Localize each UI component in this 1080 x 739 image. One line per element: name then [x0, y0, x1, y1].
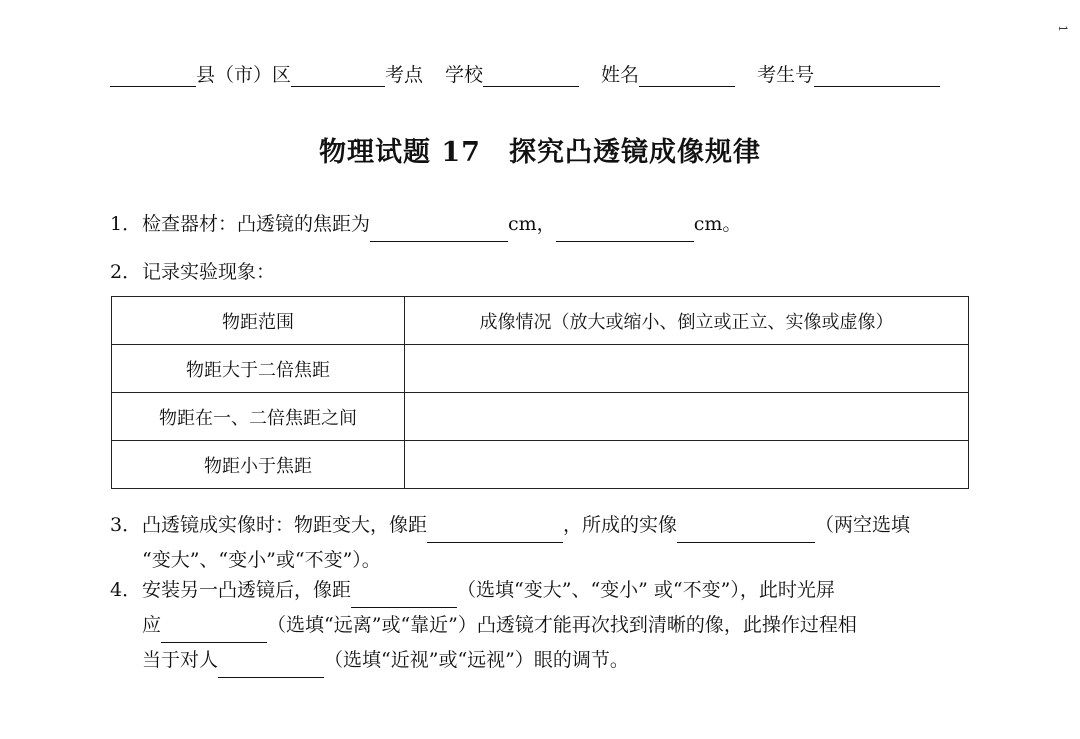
question-4 [110, 573, 970, 678]
question-1-number: 1． [110, 213, 142, 235]
question-4-text-b: （选填“变大”、“变小” 或“不变”），此时光屏 [457, 579, 835, 601]
question-2-number: 2． [110, 261, 142, 283]
table-row [112, 345, 969, 393]
exam-site-blank[interactable] [291, 66, 385, 87]
exam-header [110, 60, 970, 87]
table-row [112, 393, 969, 441]
exam-site-label: 考点 [385, 64, 424, 86]
exam-id-label: 考生号 [757, 64, 815, 86]
school-blank[interactable] [483, 66, 579, 87]
county-label: 县（市）区 [196, 64, 292, 86]
name-blank[interactable] [639, 66, 735, 87]
table-row-label: 物距大于二倍焦距 [112, 345, 405, 393]
question-3-text-c: （两空选填 [815, 514, 911, 536]
table-answer-cell[interactable] [405, 441, 969, 489]
real-image-blank[interactable] [677, 522, 815, 543]
screen-direction-blank[interactable] [161, 622, 267, 643]
table-header-distance: 物距范围 [112, 297, 405, 345]
table-header-row [112, 297, 969, 345]
question-4-line-3-a: 当于对人 [142, 649, 219, 671]
question-3-line-2: “变大”、“变小”或“不变”）。 [142, 549, 381, 571]
table-answer-cell[interactable] [405, 345, 969, 393]
question-4-number: 4． [110, 579, 142, 601]
table-row [112, 441, 969, 489]
question-1-text: 检查器材：凸透镜的焦距为 [142, 213, 371, 235]
page-title: 物理试题 17 探究凸透镜成像规律 [319, 137, 761, 168]
focal-length-blank-1[interactable] [370, 221, 508, 242]
question-3-text-a: 凸透镜成实像时：物距变大，像距 [142, 514, 428, 536]
question-4-line-2-a: 应 [142, 614, 162, 636]
observation-table [111, 296, 969, 489]
focal-length-blank-2[interactable] [556, 221, 694, 242]
question-3 [110, 508, 970, 578]
question-2-text: 记录实验现象： [142, 261, 276, 283]
exam-id-blank[interactable] [814, 66, 940, 87]
county-blank[interactable] [110, 66, 196, 87]
unit-cm-2: cm。 [693, 213, 742, 235]
name-label: 姓名 [601, 64, 640, 86]
page-number: 1 [1056, 25, 1069, 32]
table-row-label: 物距在一、二倍焦距之间 [112, 393, 405, 441]
new-image-distance-blank[interactable] [351, 587, 457, 608]
unit-cm-1: cm， [508, 213, 556, 235]
question-4-line-2-b: （选填“远离”或“靠近”）凸透镜才能再次找到清晰的像，此操作过程相 [267, 614, 857, 636]
table-row-label: 物距小于焦距 [112, 441, 405, 489]
question-1 [110, 206, 741, 242]
image-distance-blank[interactable] [427, 522, 563, 543]
question-4-text-a: 安装另一凸透镜后，像距 [142, 579, 352, 601]
question-3-text-b: ，所成的实像 [563, 514, 678, 536]
table-header-image: 成像情况（放大或缩小、倒立或正立、实像或虚像） [405, 297, 969, 345]
school-label: 学校 [445, 64, 484, 86]
question-2 [110, 254, 275, 290]
table-answer-cell[interactable] [405, 393, 969, 441]
question-4-line-3-b: （选填“近视”或“远视”）眼的调节。 [324, 649, 629, 671]
eye-type-blank[interactable] [218, 657, 324, 678]
question-3-number: 3． [110, 514, 142, 536]
